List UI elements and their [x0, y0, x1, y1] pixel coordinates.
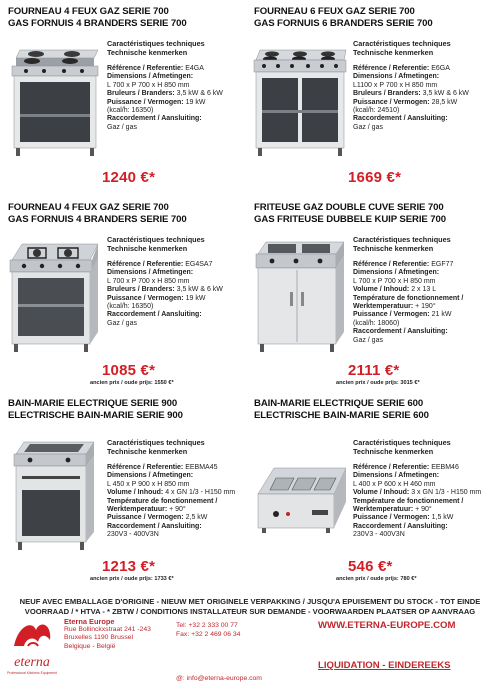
product-title	[254, 6, 494, 29]
spec-heading-nl: Technische kenmerken	[353, 244, 434, 253]
spec-line: Dimensions / Afmetingen:	[107, 269, 194, 277]
product-title	[8, 6, 248, 29]
gas-stove-4-burner-image	[6, 36, 102, 160]
product-title	[254, 398, 494, 421]
spec-line: L 700 x P 700 x H 850 mm	[107, 81, 190, 89]
spec-line: (kcal/h: 16350)	[107, 107, 154, 115]
address-country: Belgique - België	[64, 642, 116, 650]
spec-line: (kcal/h: 24510)	[353, 107, 400, 115]
product-card-e4ga	[6, 6, 246, 201]
spec-line: L 400 x P 600 x H 460 mm	[353, 480, 436, 488]
spec-line: Werktemperatuur: + 90°	[353, 506, 432, 514]
title-nl: GAS FORNUIS 4 BRANDERS SERIE 700	[8, 17, 187, 29]
spec-heading-nl: Technische kenmerken	[107, 244, 188, 253]
fax: Fax: +32 2 469 06 34	[176, 631, 241, 638]
title-fr: FOURNEAU 6 FEUX GAZ SERIE 700	[254, 6, 415, 17]
price: 2111 €*	[348, 362, 400, 379]
product-card-e6ga	[252, 6, 492, 201]
title-nl: GAS FORNUIS 6 BRANDERS SERIE 700	[254, 17, 433, 29]
title-nl: ELECTRISCHE BAIN-MARIE SERIE 600	[254, 409, 429, 421]
spec-line: Werktemperatuur: + 90°	[107, 506, 186, 514]
old-price: ancien prix / oude prijs: 1733 €*	[90, 576, 174, 582]
product-card-eebma45	[6, 398, 246, 593]
spec-heading-fr: Caractéristiques techniques	[107, 235, 205, 244]
spec-line: L 450 x P 900 x H 850 mm	[107, 480, 190, 488]
spec-heading-fr: Caractéristiques techniques	[107, 438, 205, 447]
spec-line: 230V3 - 400V3N	[353, 531, 405, 539]
old-price: ancien prix / oude prijs: 780 €*	[336, 576, 417, 582]
spec-line: Bruleurs / Branders: 3,5 kW & 6 kW	[107, 90, 223, 98]
spec-line: Dimensions / Afmetingen:	[353, 73, 440, 81]
title-nl: GAS FORNUIS 4 BRANDERS SERIE 700	[8, 213, 187, 225]
spec-line: Raccordement / Aansluiting:	[107, 115, 202, 123]
company-name: Eterna Europe	[64, 617, 115, 626]
spec-heading-fr: Caractéristiques techniques	[353, 235, 451, 244]
price: 546 €*	[348, 558, 393, 575]
spec-line: Bruleurs / Branders: 3,5 kW & 6 kW	[353, 90, 469, 98]
title-nl: ELECTRISCHE BAIN-MARIE SERIE 900	[8, 409, 183, 421]
title-fr: FRITEUSE GAZ DOUBLE CUVE SERIE 700	[254, 202, 444, 213]
company-address	[64, 618, 151, 651]
spec-line: L 700 x P 700 x H 850 mm	[107, 277, 190, 285]
conditions-notice	[0, 597, 500, 617]
product-card-egf77	[252, 202, 492, 397]
spec-line: Dimensions / Afmetingen:	[353, 472, 440, 480]
spec-line: Référence / Referentie: EEBM46	[353, 464, 459, 471]
email-link[interactable]: @: info@eterna-europe.com	[176, 675, 262, 682]
eterna-logo	[6, 616, 58, 686]
spec-line: Raccordement / Aansluiting:	[353, 328, 448, 336]
spec-heading-fr: Caractéristiques techniques	[353, 39, 451, 48]
spec-line: Puissance / Vermogen: 2,5 kW	[107, 514, 208, 522]
title-fr: FOURNEAU 4 FEUX GAZ SERIE 700	[8, 6, 169, 17]
spec-heading-nl: Technische kenmerken	[353, 447, 434, 456]
bain-marie-600-image	[254, 438, 350, 550]
specifications	[353, 39, 489, 132]
spec-line: (kcal/h: 18060)	[353, 319, 400, 327]
notice-line-1: NEUF AVEC EMBALLAGE D'ORIGINE - NIEUW MET ORIGINELE VERPAKKING / JUSQU'A EPUISEMENT DU STOCK - TOT EINDE	[19, 597, 481, 606]
price: 1213 €*	[102, 558, 156, 575]
product-card-eebm46	[252, 398, 492, 593]
spec-heading-nl: Technische kenmerken	[107, 447, 188, 456]
spec-line: Référence / Referentie: EG4SA7	[107, 261, 213, 268]
spec-line: Température de fonctionnement /	[107, 497, 218, 505]
gas-stove-6-burner-image	[252, 36, 348, 160]
spec-line: Dimensions / Afmetingen:	[107, 472, 194, 480]
spec-line: Volume / Inhoud: 2 x 13 L	[353, 286, 437, 294]
spec-line: Puissance / Vermogen: 21 kW	[353, 311, 452, 319]
price: 1240 €*	[102, 169, 156, 186]
title-fr: BAIN-MARIE ELECTRIQUE SERIE 600	[254, 398, 424, 409]
spec-line: Werktemperatuur: + 190°	[353, 303, 436, 311]
spec-line: Dimensions / Afmetingen:	[353, 269, 440, 277]
spec-heading-fr: Caractéristiques techniques	[107, 39, 205, 48]
address-street: Rue Bollinckxstraat 241 -243	[64, 626, 151, 634]
gas-stove-4-burner-image	[6, 232, 102, 356]
spec-line: Raccordement / Aansluiting:	[107, 522, 202, 530]
spec-line: Référence / Referentie: E4GA	[107, 65, 204, 72]
title-nl: GAS FRITEUSE DUBBELE KUIP SERIE 700	[254, 213, 446, 225]
product-card-eg4sa7	[6, 202, 246, 397]
svg-text:Professional Kitchens Equipmen: Professional Kitchens Equipment	[7, 671, 57, 675]
spec-line: Référence / Referentie: E6GA	[353, 65, 450, 72]
spec-line: Gaz / gas	[353, 123, 383, 131]
title-fr: BAIN-MARIE ELECTRIQUE SERIE 900	[8, 398, 178, 409]
title-fr: FOURNEAU 4 FEUX GAZ SERIE 700	[8, 202, 169, 213]
product-title	[254, 202, 494, 225]
bain-marie-900-image	[6, 434, 102, 552]
product-title	[8, 398, 248, 421]
spec-line: Référence / Referentie: EGF77	[353, 261, 454, 268]
specifications	[107, 235, 243, 328]
spec-line: Puissance / Vermogen: 28,5 kW	[353, 98, 458, 106]
spec-line: L1100 x P 700 x H 850 mm	[353, 81, 438, 89]
price: 1669 €*	[348, 169, 402, 186]
notice-line-2: VOORRAAD / * HTVA - * ZBTW / CONDITIONS INSTALLATEUR SUR DEMANDE - VOORWAARDEN PLAATSER OP AANVRAAG	[24, 607, 476, 616]
website-link[interactable]: WWW.ETERNA-EUROPE.COM	[318, 620, 456, 631]
old-price: ancien prix / oude prijs: 3015 €*	[336, 380, 420, 386]
spec-line: Température de fonctionnement /	[353, 294, 464, 302]
spec-line: Puissance / Vermogen: 1,5 kW	[353, 514, 454, 522]
liquidation-link[interactable]: LIQUIDATION - EINDEREEKS	[318, 660, 451, 671]
contact-phones	[176, 621, 240, 639]
spec-line: Volume / Inhoud: 4 x GN 1/3 - H150 mm	[107, 489, 236, 497]
spec-line: Gaz / gas	[107, 319, 137, 327]
svg-text:eterna: eterna	[14, 655, 50, 670]
spec-line: 230V3 - 400V3N	[107, 531, 159, 539]
old-price: ancien prix / oude prijs: 1550 €*	[90, 380, 174, 386]
spec-line: Gaz / gas	[353, 336, 383, 344]
price: 1085 €*	[102, 362, 156, 379]
product-title	[8, 202, 248, 225]
spec-line: Température de fonctionnement /	[353, 497, 464, 505]
address-city: Bruxelles 1190 Brussel	[64, 634, 134, 642]
spec-line: Gaz / gas	[107, 123, 137, 131]
spec-heading-nl: Technische kenmerken	[107, 48, 188, 57]
spec-heading-fr: Caractéristiques techniques	[353, 438, 451, 447]
specifications	[353, 438, 489, 540]
spec-line: Volume / Inhoud: 3 x GN 1/3 - H150 mm	[353, 489, 482, 497]
spec-line: Dimensions / Afmetingen:	[107, 73, 194, 81]
gas-fryer-image	[252, 232, 348, 356]
specifications	[107, 39, 243, 132]
spec-line: (kcal/h: 16350)	[107, 303, 154, 311]
spec-line: Raccordement / Aansluiting:	[107, 311, 202, 319]
spec-heading-nl: Technische kenmerken	[353, 48, 434, 57]
specifications	[107, 438, 243, 540]
spec-line: Référence / Referentie: EEBMA45	[107, 464, 218, 471]
spec-line: Puissance / Vermogen: 19 kW	[107, 294, 206, 302]
spec-line: Raccordement / Aansluiting:	[353, 522, 448, 530]
specifications	[353, 235, 489, 345]
telephone: Tel: +32 2 333 00 77	[176, 622, 238, 629]
spec-line: Bruleurs / Branders: 3,5 kW & 6 kW	[107, 286, 223, 294]
spec-line: L 700 x P 700 x H 850 mm	[353, 277, 436, 285]
spec-line: Raccordement / Aansluiting:	[353, 115, 448, 123]
spec-line: Puissance / Vermogen: 19 kW	[107, 98, 206, 106]
